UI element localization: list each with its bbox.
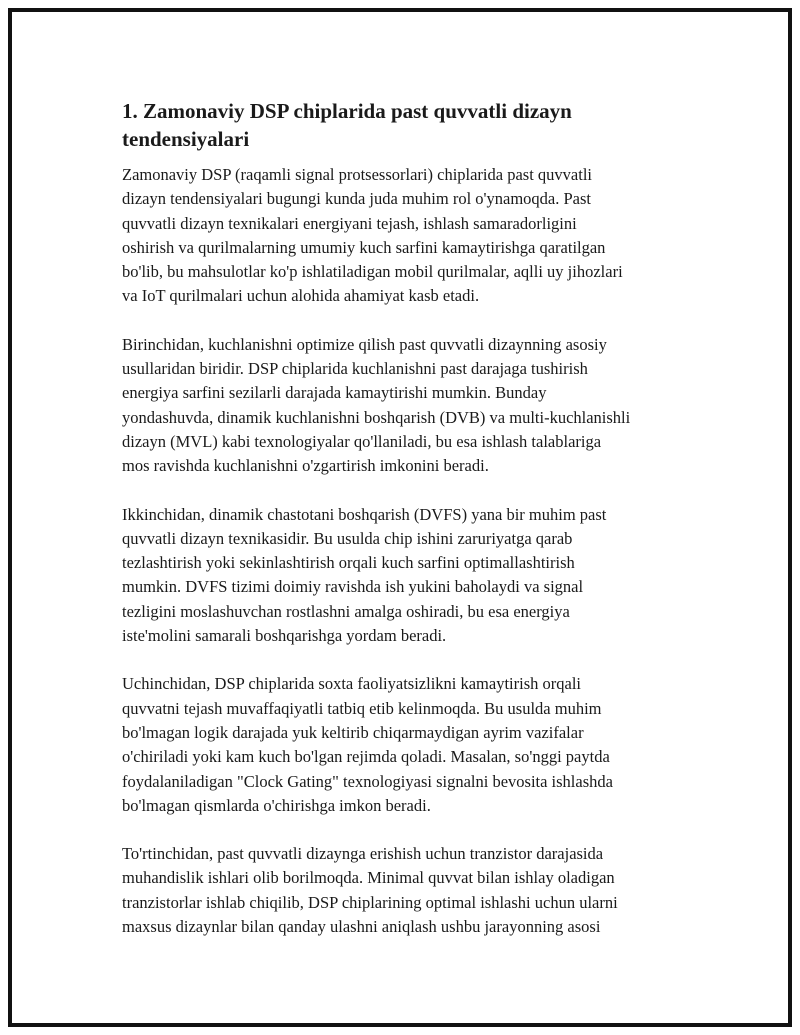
paragraph bbox=[122, 672, 702, 818]
paragraph-line: tezlashtirish yoki sekinlashtirish orqali kuch sarfini optimallashtirish bbox=[122, 553, 575, 573]
paragraph-line: tranzistorlar ishlab chiqilib, DSP chiplarining optimal ishlashi uchun ularni bbox=[122, 892, 618, 912]
paragraph-line: bo'lmagan logik darajada yuk keltirib chiqarmaydigan ayrim vazifalar bbox=[122, 722, 584, 742]
paragraph-line: Birinchidan, kuchlanishni optimize qilish past quvvatli dizaynning asosiy bbox=[122, 334, 607, 354]
paragraph-line: bo'lib, bu mahsulotlar ko'p ishlatiladigan mobil qurilmalar, aqlli uy jihozlari bbox=[122, 262, 623, 282]
paragraph-line: va IoT qurilmalari uchun alohida ahamiyat kasb etadi. bbox=[122, 286, 480, 306]
paragraph bbox=[122, 163, 702, 309]
document-page bbox=[8, 8, 792, 1027]
section-title: 1. Zamonaviy DSP chiplarida past quvvatli dizayn tendensiyalari bbox=[122, 99, 572, 151]
paragraph-line: mumkin. DVFS tizimi doimiy ravishda ish yukini baholaydi va signal bbox=[122, 577, 584, 597]
paragraph-line: oshirish va qurilmalarning umumiy kuch sarfini kamaytirishga qaratilgan bbox=[122, 237, 606, 257]
paragraph-line: dizayn tendensiyalari bugungi kunda juda muhim rol o'ynamoqda. Past bbox=[122, 189, 592, 209]
paragraph-line: usullaridan biridir. DSP chiplarida kuchlanishni past darajaga tushirish bbox=[122, 359, 588, 379]
paragraph-line: Uchinchidan, DSP chiplarida soxta faoliyatsizlikni kamaytirish orqali bbox=[122, 674, 581, 694]
document-content bbox=[122, 97, 702, 939]
paragraph-line: iste'molini samarali boshqarishga yordam beradi. bbox=[122, 626, 447, 646]
paragraph bbox=[122, 503, 702, 649]
paragraph-line: maxsus dizaynlar bilan qanday ulashni aniqlash ushbu jarayonning asosi bbox=[122, 917, 601, 937]
paragraph-line: foydalaniladigan "Clock Gating" texnologiyasi signalni bevosita ishlashda bbox=[122, 771, 613, 791]
paragraph-line: bo'lmagan qismlarda o'chirishga imkon beradi. bbox=[122, 795, 431, 815]
paragraph-line: tezligini moslashuvchan rostlashni amalga oshiradi, bu esa energiya bbox=[122, 601, 570, 621]
paragraph-line: muhandislik ishlari olib borilmoqda. Minimal quvvat bilan ishlay oladigan bbox=[122, 868, 615, 888]
paragraph-line: o'chiriladi yoki kam kuch bo'lgan rejimda qoladi. Masalan, so'nggi paytda bbox=[122, 747, 610, 767]
paragraph-line: yondashuvda, dinamik kuchlanishni boshqarish (DVB) va multi-kuchlanishli bbox=[122, 407, 631, 427]
paragraph bbox=[122, 842, 702, 939]
paragraph bbox=[122, 333, 702, 479]
paragraph-line: quvvatli dizayn texnikasidir. Bu usulda chip ishini zaruriyatga qarab bbox=[122, 528, 573, 548]
paragraph-line: energiya sarfini sezilarli darajada kamaytirishi mumkin. Bunday bbox=[122, 383, 547, 403]
paragraph-line: quvvatli dizayn texnikalari energiyani tejash, ishlash samaradorligini bbox=[122, 213, 577, 233]
paragraph-line: Zamonaviy DSP (raqamli signal protsessorlari) chiplarida past quvvatli bbox=[122, 165, 592, 184]
paragraph-line: To'rtinchidan, past quvvatli dizaynga erishish uchun tranzistor darajasida bbox=[122, 844, 604, 864]
paragraph-line: Ikkinchidan, dinamik chastotani boshqarish (DVFS) yana bir muhim past bbox=[122, 504, 607, 524]
paragraph-line: quvvatni tejash muvaffaqiyatli tatbiq etib kelinmoqda. Bu usulda muhim bbox=[122, 698, 602, 718]
paragraph-line: dizayn (MVL) kabi texnologiyalar qo'llaniladi, bu esa ishlash talablariga bbox=[122, 431, 602, 451]
paragraph-line: mos ravishda kuchlanishni o'zgartirish imkonini beradi. bbox=[122, 456, 489, 476]
